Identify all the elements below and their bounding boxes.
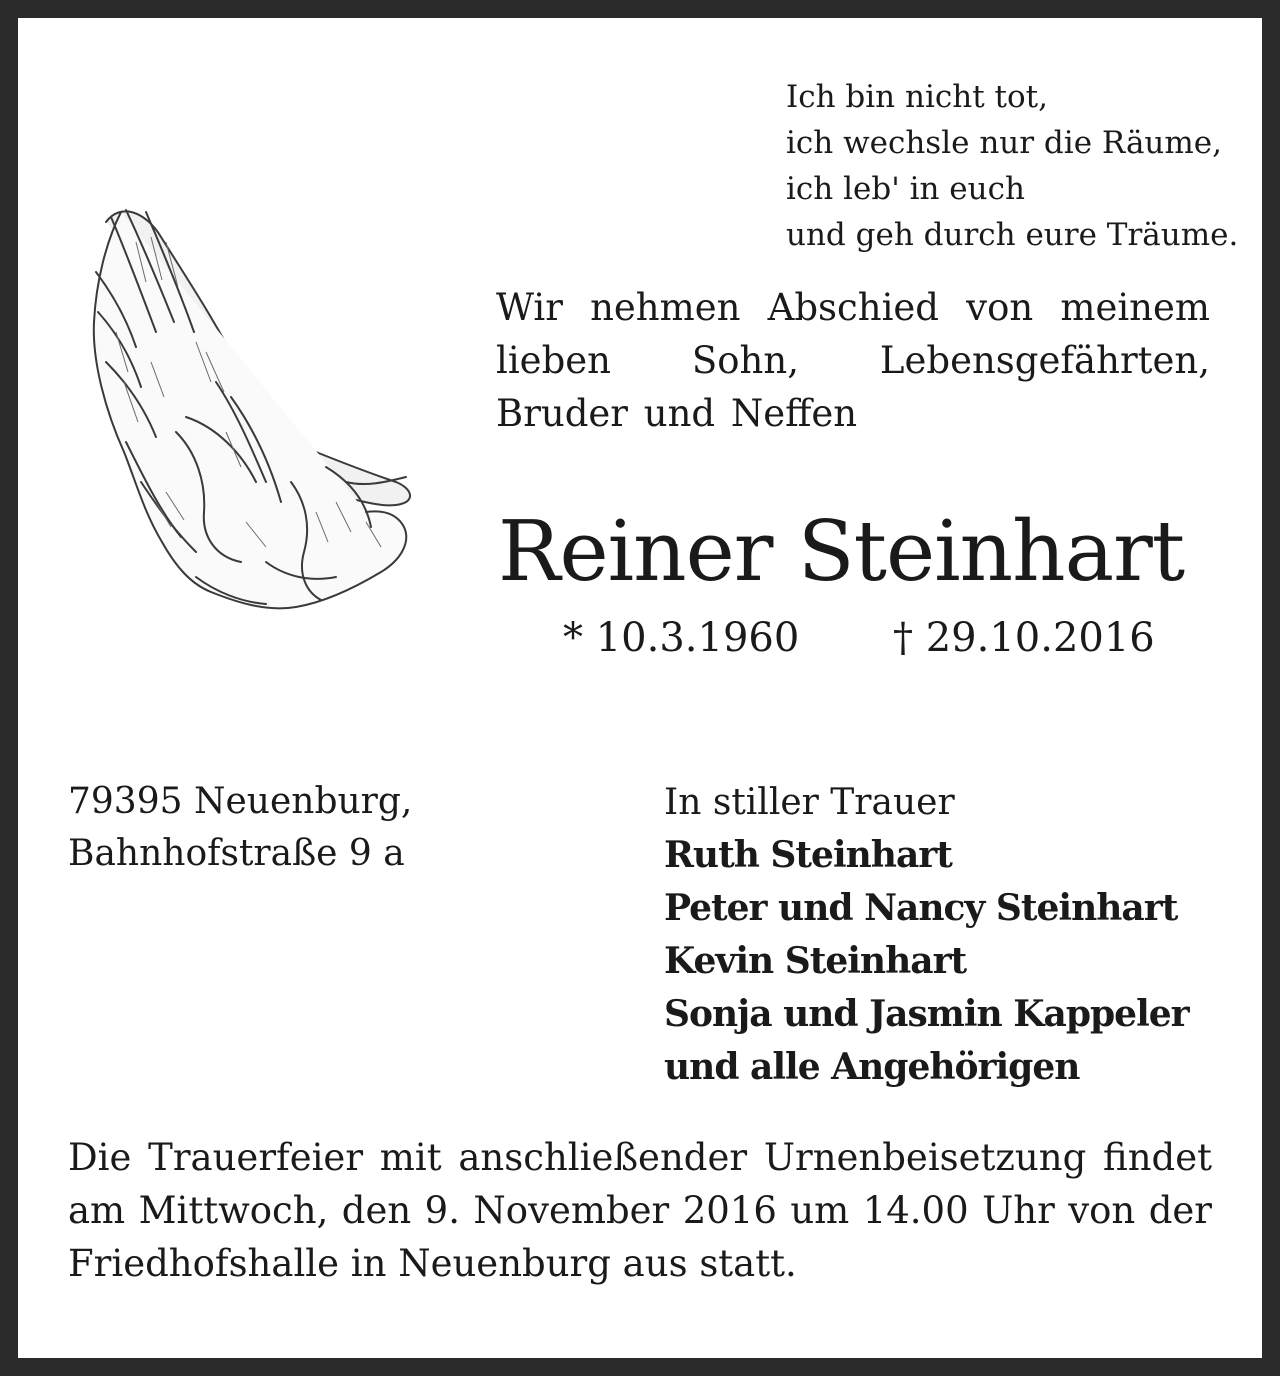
poem-line: Ich bin nicht tot, bbox=[786, 79, 1048, 115]
obituary-card bbox=[18, 18, 1262, 1358]
poem-line: ich wechsle nur die Räume, bbox=[786, 125, 1222, 161]
poem-line: und geh durch eure Träume. bbox=[786, 217, 1239, 253]
mourner-name: Kevin Steinhart bbox=[664, 940, 967, 982]
mourner-name: und alle Angehörigen bbox=[664, 1046, 1080, 1088]
mourners-heading: In stiller Trauer bbox=[664, 782, 955, 823]
praying-hands-icon bbox=[66, 182, 418, 630]
address bbox=[68, 776, 568, 880]
birth-date: * 10.3.1960 bbox=[563, 615, 800, 661]
address-line: Bahnhofstraße 9 a bbox=[68, 833, 405, 874]
poem-line: ich leb' in euch bbox=[786, 171, 1025, 207]
mourners bbox=[664, 776, 1244, 1094]
mourner-name: Sonja und Jasmin Kappeler bbox=[664, 993, 1189, 1035]
intro-text: Wir nehmen Abschied von meinem lieben Sohn, Lebensgefährten, Bruder und Neffen bbox=[496, 286, 1210, 435]
address-line: 79395 Neuenburg, bbox=[68, 781, 413, 822]
ceremony-text: Die Trauerfeier mit anschließender Urnenbeisetzung findet am Mittwoch, den 9. November 2016 um 14.00 Uhr von der Friedhofshalle in Neuenburg aus statt. bbox=[68, 1136, 1212, 1285]
mourner-name: Peter und Nancy Steinhart bbox=[664, 887, 1178, 929]
deceased-name: Reiner Steinhart bbox=[498, 503, 1185, 600]
death-date: † 29.10.2016 bbox=[893, 615, 1155, 661]
mourner-name: Ruth Steinhart bbox=[664, 834, 952, 876]
poem bbox=[786, 74, 1239, 258]
